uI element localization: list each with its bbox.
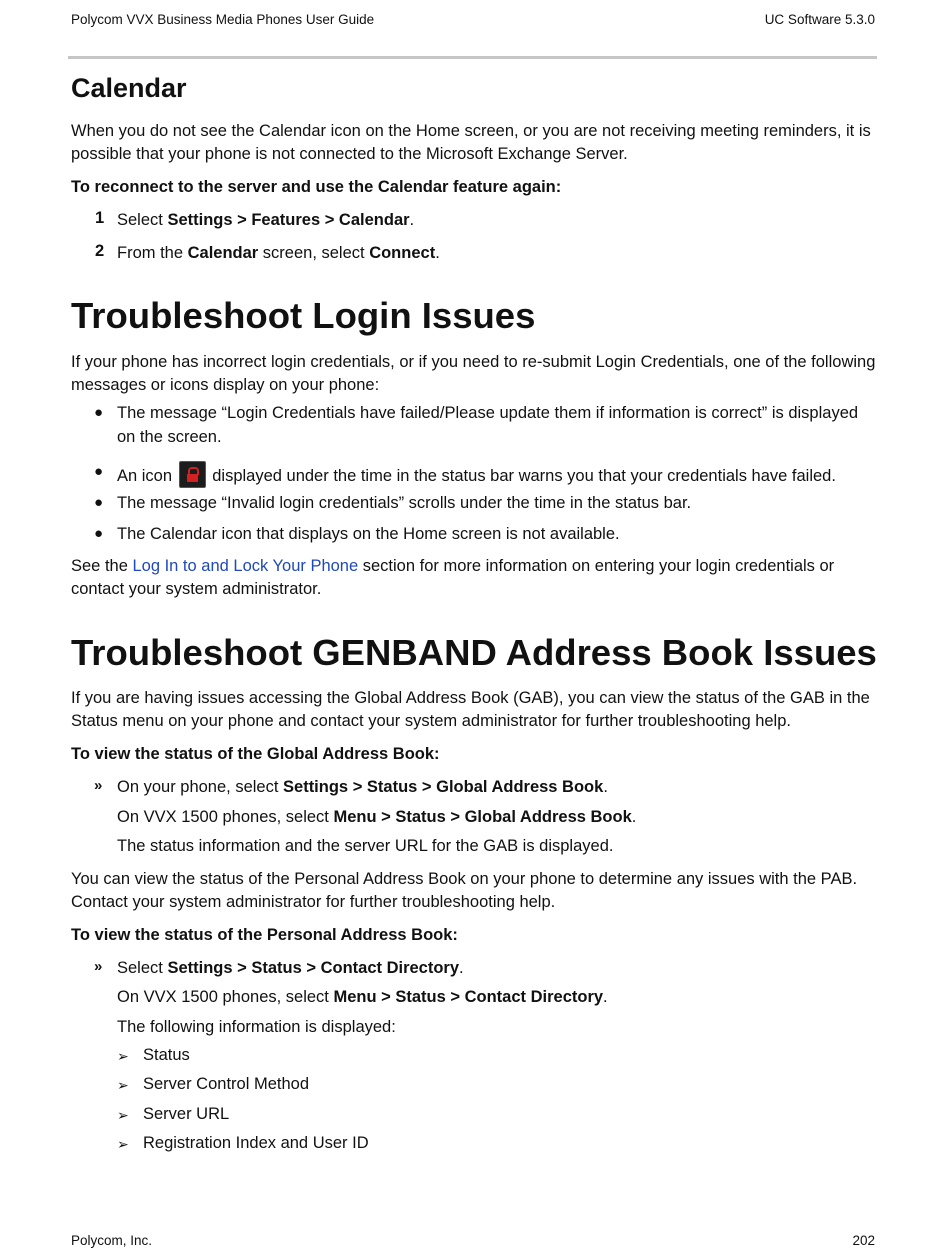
bullet-item: An icon displayed under the time in the status bar warns you that your credentials have failed. <box>117 461 877 489</box>
login-paragraph: If your phone has incorrect login credentials, or if you need to re-submit Login Credentials, one of the following messages or icons display on your phone: <box>71 353 876 394</box>
bullet-item: The Calendar icon that displays on the Home screen is not available. <box>117 525 620 543</box>
bullet-item: The message “Login Credentials have failed/Please update them if information is correct” is displayed on the screen. <box>117 404 859 446</box>
step-1: Select Settings > Features > Calendar. <box>117 211 415 229</box>
header-version: UC Software 5.3.0 <box>764 12 875 27</box>
page-header <box>71 12 881 27</box>
pab-result: The following information is displayed: <box>117 1018 396 1036</box>
pab-intro: To view the status of the Personal Address Book: <box>71 926 458 944</box>
bullet: ● <box>94 525 104 542</box>
genband-heading: Troubleshoot GENBAND Address Book Issues <box>71 632 877 673</box>
arrow-bullet-icon: ➢ <box>117 1077 129 1093</box>
info-item: Status <box>143 1046 190 1064</box>
header-divider <box>68 56 877 59</box>
pab-paragraph: You can view the status of the Personal Address Book on your phone to determine any issues with the PAB. Contact your system administrator for further troubleshooting help. <box>71 870 858 911</box>
info-item: Server Control Method <box>143 1075 309 1093</box>
bullet: ● <box>94 463 104 480</box>
arrow-bullet-icon: ➢ <box>117 1136 129 1152</box>
gab-result: The status information and the server URL for the GAB is displayed. <box>117 837 614 855</box>
pab-step: Select Settings > Status > Contact Directory. <box>117 959 464 977</box>
step-marker: » <box>94 777 103 794</box>
gab-vvx1500: On VVX 1500 phones, select Menu > Status > Global Address Book. <box>117 808 637 826</box>
pab-vvx1500: On VVX 1500 phones, select Menu > Status > Contact Directory. <box>117 988 608 1006</box>
step-marker: » <box>94 958 103 975</box>
page-number: 202 <box>852 1233 875 1248</box>
login-heading: Troubleshoot Login Issues <box>71 295 536 336</box>
step-2: From the Calendar screen, select Connect. <box>117 244 440 262</box>
bullet: ● <box>94 494 104 511</box>
calendar-paragraph: When you do not see the Calendar icon on the Home screen, or you are not receiving meeting reminders, it is possible that your phone is not connected to the Microsoft Exchange Server. <box>71 122 871 163</box>
genband-paragraph: If you are having issues accessing the Global Address Book (GAB), you can view the status of the GAB in the Status menu on your phone and contact your system administrator for further troubleshooting help. <box>71 689 870 730</box>
bullet-item: The message “Invalid login credentials” scrolls under the time in the status bar. <box>117 494 692 512</box>
gab-step: On your phone, select Settings > Status > Global Address Book. <box>117 778 608 796</box>
bullet: ● <box>94 404 104 421</box>
info-item: Server URL <box>143 1105 230 1123</box>
lock-icon <box>179 461 206 488</box>
info-item: Registration Index and User ID <box>143 1134 369 1152</box>
arrow-bullet-icon: ➢ <box>117 1048 129 1064</box>
gab-intro: To view the status of the Global Address Book: <box>71 745 440 763</box>
calendar-intro: To reconnect to the server and use the Calendar feature again: <box>71 178 562 196</box>
page-footer <box>71 1233 881 1248</box>
arrow-bullet-icon: ➢ <box>117 1107 129 1123</box>
step-number: 1 <box>95 209 105 227</box>
see-also-paragraph: See the Log In to and Lock Your Phone section for more information on entering your login credentials or contact your system administrator. <box>71 557 835 598</box>
step-number: 2 <box>95 242 105 260</box>
log-in-lock-link[interactable]: Log In to and Lock Your Phone <box>132 557 359 575</box>
footer-company: Polycom, Inc. <box>71 1233 153 1248</box>
header-title: Polycom VVX Business Media Phones User Guide <box>71 12 375 27</box>
calendar-heading: Calendar <box>71 73 187 103</box>
